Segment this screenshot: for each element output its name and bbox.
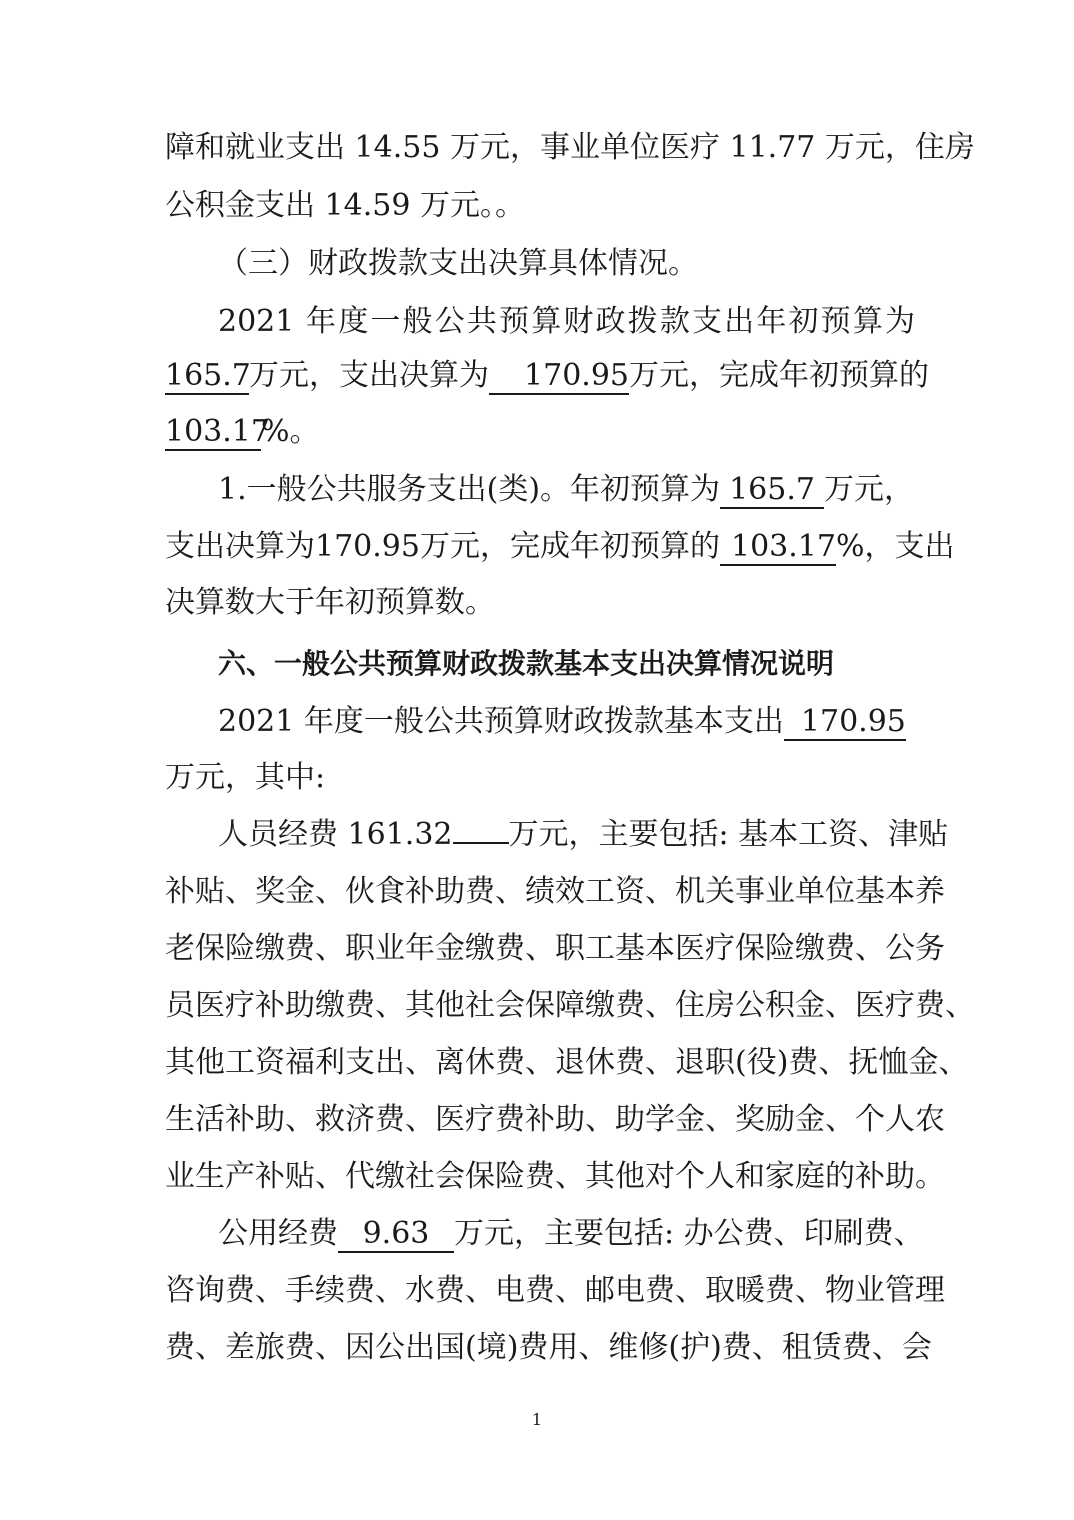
paragraph-line: 员医疗补助缴费、其他社会保障缴费、住房公积金、医疗费、 xyxy=(165,988,975,1023)
budget-value-underlined: 165.7 xyxy=(720,473,824,509)
paragraph-line xyxy=(218,1214,924,1254)
paragraph-line: 障和就业支出 14.55 万元，事业单位医疗 11.77 万元，住房 xyxy=(165,130,975,165)
page-number: 1 xyxy=(531,1410,543,1429)
text-span: 万元，支出决算为 xyxy=(249,358,489,393)
text-span: %。 xyxy=(261,414,320,449)
basic-expense-value-underlined: 170.95 xyxy=(784,705,906,741)
text-span: 万元， xyxy=(824,472,915,507)
text-span: 人员经费 161.32 xyxy=(218,817,453,852)
text-span: 万元，主要包括: 基本工资、津贴 xyxy=(508,817,949,852)
text-span: %，支出 xyxy=(835,529,955,564)
text-span: 1.一般公共服务支出(类)。年初预算为 xyxy=(218,472,721,507)
text-span: 2021 年度一般公共预算财政拨款基本支出 xyxy=(218,704,784,739)
percent-value-underlined: 103.17 xyxy=(720,530,836,566)
paragraph-line xyxy=(218,470,915,510)
paragraph-line xyxy=(165,527,955,567)
text-span: 万元，主要包括: 办公费、印刷费、 xyxy=(454,1216,924,1251)
paragraph-line xyxy=(218,702,915,742)
paragraph-line: 公积金支出 14.59 万元。。 xyxy=(165,188,525,223)
paragraph-line xyxy=(218,815,949,855)
public-expense-value-underlined: 9.63 xyxy=(338,1217,454,1253)
paragraph-line: 咨询费、手续费、水费、电费、邮电费、取暖费、物业管理 xyxy=(165,1273,945,1308)
budget-value-underlined: 165.7 xyxy=(165,358,251,393)
paragraph-line: 生活补助、救济费、医疗费补助、助学金、奖励金、个人农 xyxy=(165,1102,945,1137)
paragraph-line: 其他工资福利支出、离休费、退休费、退职(役)费、抚恤金、 xyxy=(165,1045,969,1080)
paragraph-line: 2021 年度一般公共预算财政拨款支出年初预算为 xyxy=(218,304,915,339)
blank-underline xyxy=(453,842,509,844)
paragraph-line: 决算数大于年初预算数。 xyxy=(165,585,495,620)
paragraph-line: 费、差旅费、因公出国(境)费用、维修(护)费、租赁费、会 xyxy=(165,1330,932,1365)
text-span: 万元，完成年初预算的 xyxy=(629,358,929,393)
actual-value-underlined: 170.95 xyxy=(489,359,629,395)
paragraph-line: 业生产补贴、代缴社会保险费、其他对个人和家庭的补助。 xyxy=(165,1159,945,1194)
text-span: 支出决算为170.95万元，完成年初预算的 xyxy=(165,529,720,564)
paragraph-line xyxy=(165,356,929,396)
paragraph-line: 补贴、奖金、伙食补助费、绩效工资、机关事业单位基本养 xyxy=(165,874,945,909)
text-span: 公用经费 xyxy=(218,1216,338,1251)
paragraph-line: 老保险缴费、职业年金缴费、职工基本医疗保险缴费、公务 xyxy=(165,931,945,966)
section-subheading: （三）财政拨款支出决算具体情况。 xyxy=(218,246,698,281)
section-heading: 六、一般公共预算财政拨款基本支出决算情况说明 xyxy=(218,647,835,680)
percent-value-underlined: 103.17 xyxy=(165,414,270,449)
paragraph-line: 万元，其中: xyxy=(165,760,326,795)
paragraph-line xyxy=(165,412,915,452)
